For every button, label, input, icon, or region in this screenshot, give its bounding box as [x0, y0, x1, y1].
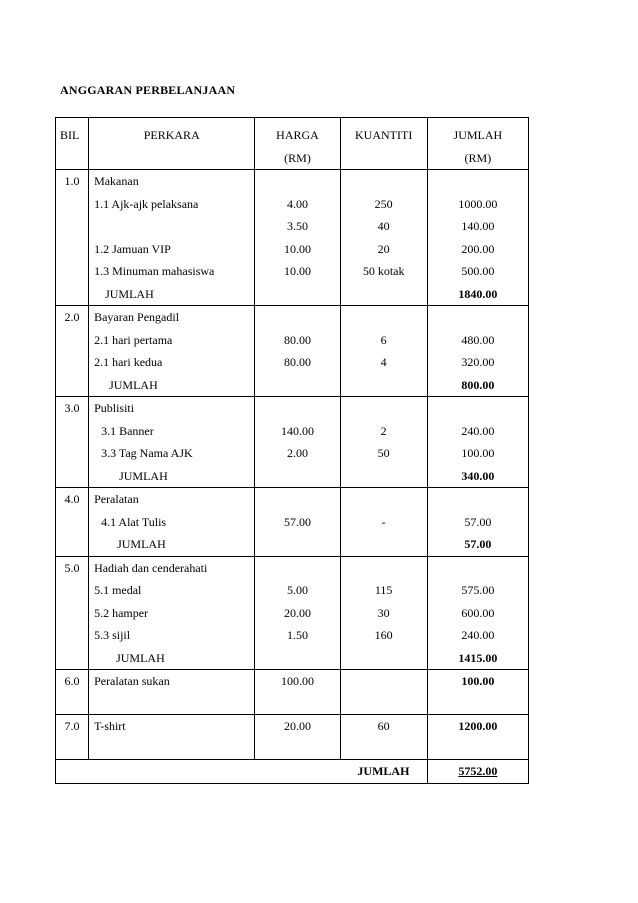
harga-cell	[255, 488, 340, 557]
bil-number: 2.0	[64, 310, 80, 324]
blank-line	[341, 283, 427, 306]
bil-number: 6.0	[64, 674, 80, 688]
kuantiti-cell	[340, 556, 427, 670]
item-harga: 140.00	[280, 423, 314, 438]
header-bil: BIL	[56, 118, 89, 170]
item-harga: 80.00	[283, 332, 311, 347]
item-name: 1.2 Jamuan VIP	[94, 241, 171, 256]
item-harga: 5.00	[286, 583, 308, 597]
item-kuantiti	[341, 670, 427, 693]
item-kuantiti-cell	[340, 670, 427, 715]
section-row	[56, 170, 529, 306]
blank-line	[255, 170, 339, 193]
item-name	[89, 215, 254, 238]
item-harga: 20.00	[283, 605, 311, 620]
item-jumlah: 1000.00	[458, 196, 498, 211]
item-name: 1.1 Ajk-ajk pelaksana	[94, 196, 199, 211]
blank-line	[428, 306, 528, 329]
item-harga: 4.00	[286, 196, 308, 211]
header-perkara: PERKARA	[89, 118, 255, 170]
item-name: T-shirt	[94, 719, 126, 733]
kuantiti-cell	[340, 306, 427, 397]
section-title: Hadiah dan cenderahati	[94, 560, 208, 575]
blank-line	[255, 306, 339, 329]
item-harga-cell	[255, 670, 340, 715]
item-harga: 80.00	[283, 355, 311, 369]
harga-cell	[255, 397, 340, 488]
kuantiti-cell	[340, 397, 427, 488]
item-name: 3.1 Banner	[101, 423, 154, 438]
section-total-label: JUMLAH	[109, 377, 158, 392]
blank-line	[341, 557, 427, 580]
grand-total-label: JUMLAH	[357, 764, 410, 778]
blank-line	[255, 283, 339, 306]
header-kuantiti: KUANTITI	[340, 118, 427, 170]
single-item-row	[56, 715, 529, 760]
item-kuantiti: 40	[377, 219, 390, 233]
section-title: Makanan	[94, 174, 139, 188]
item-kuantiti: 30	[377, 605, 390, 620]
blank-line	[341, 465, 427, 488]
item-harga: 57.00	[283, 514, 311, 529]
blank-line	[255, 533, 339, 556]
perkara-cell	[89, 488, 255, 557]
blank-line	[341, 374, 427, 397]
blank-line	[341, 170, 427, 193]
item-name: 4.1 Alat Tulis	[101, 514, 167, 529]
item-jumlah: 100.00	[461, 446, 495, 460]
item-kuantiti: 2	[380, 423, 387, 438]
item-jumlah: 140.00	[461, 219, 495, 233]
blank-line	[255, 465, 339, 488]
bil-cell	[56, 488, 89, 557]
grand-total-value-cell	[427, 760, 528, 784]
single-item-row	[56, 670, 529, 715]
item-name: Peralatan sukan	[94, 674, 170, 688]
section-title: Peralatan	[94, 492, 139, 506]
header-harga: HARGA (RM)	[255, 118, 340, 170]
section-total-value: 1840.00	[458, 286, 498, 301]
item-kuantiti: 6	[380, 332, 387, 347]
bil-number-cell	[56, 715, 89, 760]
item-name-cell	[89, 715, 255, 760]
jumlah-cell	[427, 556, 528, 670]
bil-cell	[56, 556, 89, 670]
harga-cell	[255, 170, 340, 306]
section-total-value: 340.00	[461, 468, 495, 483]
item-jumlah: 480.00	[461, 332, 495, 347]
kuantiti-cell	[340, 488, 427, 557]
item-name: 1.3 Minuman mahasiswa	[94, 264, 215, 278]
bil-number-cell	[56, 670, 89, 715]
item-kuantiti: 115	[374, 583, 393, 597]
blank-line	[428, 557, 528, 580]
section-row	[56, 488, 529, 557]
harga-cell	[255, 556, 340, 670]
item-jumlah: 575.00	[461, 583, 495, 597]
item-name-cell	[89, 670, 255, 715]
bil-cell	[56, 397, 89, 488]
item-jumlah: 1200.00	[458, 719, 498, 733]
perkara-cell	[89, 556, 255, 670]
grand-total-value: 5752.00	[458, 764, 498, 778]
bil-number: 4.0	[64, 492, 80, 506]
section-total-value: 800.00	[461, 377, 495, 392]
item-kuantiti: 250	[374, 196, 393, 211]
blank-line	[255, 374, 339, 397]
item-jumlah: 200.00	[461, 241, 495, 256]
item-jumlah: 240.00	[461, 423, 495, 438]
jumlah-cell	[427, 170, 528, 306]
item-jumlah: 240.00	[461, 628, 495, 642]
item-name: 2.1 hari pertama	[94, 332, 173, 347]
bil-cell	[56, 170, 89, 306]
section-total-value: 57.00	[464, 537, 492, 551]
bil-number: 7.0	[64, 719, 80, 733]
grand-total-spacer	[56, 760, 341, 784]
item-harga: 20.00	[283, 719, 311, 733]
budget-table	[55, 117, 529, 784]
item-kuantiti: 60	[377, 719, 390, 733]
item-harga: 2.00	[286, 446, 308, 460]
item-kuantiti: 50 kotak	[362, 264, 405, 278]
jumlah-cell	[427, 488, 528, 557]
item-name: 5.3 sijil	[94, 628, 131, 642]
section-row	[56, 556, 529, 670]
perkara-cell	[89, 306, 255, 397]
document-title: ANGGARAN PERBELANJAAN	[60, 83, 236, 97]
blank-line	[428, 170, 528, 193]
item-jumlah-cell	[427, 715, 528, 760]
blank-line	[428, 488, 528, 511]
item-harga-cell	[255, 715, 340, 760]
item-harga: 1.50	[286, 628, 308, 642]
perkara-cell	[89, 397, 255, 488]
header-jumlah: JUMLAH (RM)	[427, 118, 528, 170]
bil-cell	[56, 306, 89, 397]
blank-line	[255, 488, 339, 511]
item-jumlah-cell	[427, 670, 528, 715]
blank-line	[341, 647, 427, 670]
section-total-label: JUMLAH	[105, 286, 154, 301]
blank-line	[341, 488, 427, 511]
section-total-label: JUMLAH	[119, 468, 168, 483]
item-jumlah: 600.00	[461, 605, 495, 620]
item-harga: 100.00	[280, 674, 314, 688]
harga-cell	[255, 306, 340, 397]
item-name: 2.1 hari kedua	[94, 355, 163, 369]
grand-total-label-cell	[340, 760, 427, 784]
bil-number: 1.0	[64, 174, 80, 188]
kuantiti-cell	[340, 170, 427, 306]
section-row	[56, 306, 529, 397]
jumlah-cell	[427, 306, 528, 397]
section-total-label: JUMLAH	[116, 650, 165, 665]
item-kuantiti: 50	[377, 446, 390, 460]
item-name: 5.2 hamper	[94, 605, 149, 620]
section-title: Publisiti	[94, 401, 135, 415]
item-jumlah: 500.00	[461, 264, 495, 278]
item-kuantiti: 4	[380, 355, 387, 369]
item-name: 3.3 Tag Nama AJK	[101, 446, 193, 460]
blank-line	[341, 533, 427, 556]
jumlah-cell	[427, 397, 528, 488]
bil-number: 5.0	[64, 560, 80, 575]
blank-line	[255, 647, 339, 670]
blank-line	[255, 557, 339, 580]
perkara-cell	[89, 170, 255, 306]
item-harga: 10.00	[283, 241, 311, 256]
blank-line	[428, 397, 528, 420]
item-harga: 10.00	[283, 264, 311, 278]
item-kuantiti-cell	[340, 715, 427, 760]
item-jumlah: 100.00	[461, 674, 495, 688]
item-jumlah: 57.00	[464, 514, 492, 529]
section-title: Bayaran Pengadil	[94, 310, 180, 324]
blank-line	[341, 306, 427, 329]
section-total-value: 1415.00	[458, 650, 498, 665]
blank-line	[255, 397, 339, 420]
section-total-label: JUMLAH	[117, 537, 166, 551]
bil-number: 3.0	[64, 401, 80, 415]
grand-total-row	[56, 760, 529, 784]
section-row	[56, 397, 529, 488]
item-name: 5.1 medal	[94, 583, 142, 597]
item-kuantiti: 20	[377, 241, 390, 256]
blank-line	[341, 397, 427, 420]
item-jumlah: 320.00	[461, 355, 495, 369]
item-harga: 3.50	[286, 219, 308, 233]
item-kuantiti: -	[381, 514, 386, 529]
item-kuantiti: 160	[374, 628, 393, 642]
header-row	[56, 118, 529, 170]
